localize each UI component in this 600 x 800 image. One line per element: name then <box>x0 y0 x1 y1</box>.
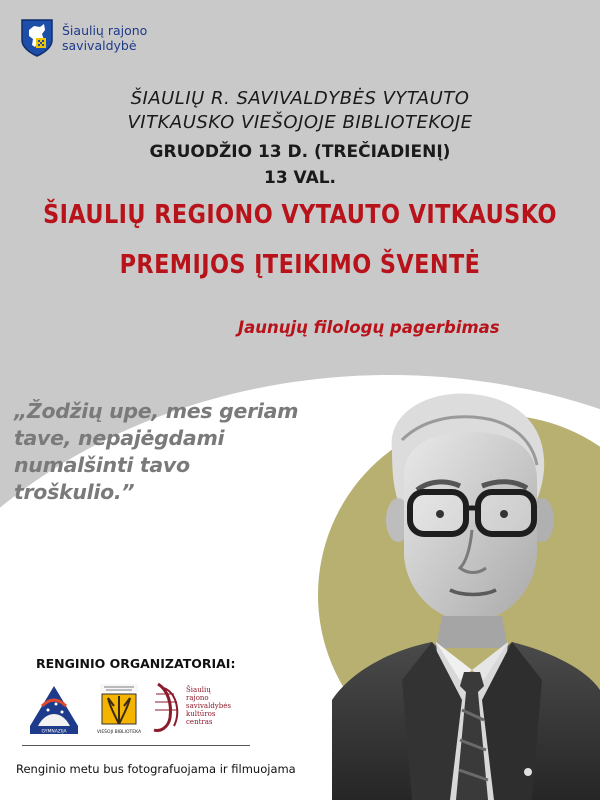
event-title-line-2: PREMIJOS ĮTEIKIMO ŠVENTĖ <box>119 250 481 280</box>
organizer-logos <box>28 680 268 738</box>
portrait-photo <box>332 380 600 800</box>
library-logo[interactable] <box>97 684 142 735</box>
quote-line-3: numalšinti tavo <box>14 453 190 477</box>
venue-line-2: VITKAUSKO VIEŠOJOJE BIBLIOTEKOJE <box>127 112 473 133</box>
event-time: 13 VAL. <box>263 168 337 188</box>
municipality-logo[interactable] <box>20 18 147 58</box>
culture-centre-logo[interactable] <box>154 684 231 731</box>
quote-line-1: „Žodžių upe, mes geriam <box>14 399 299 423</box>
logo-text <box>62 23 147 53</box>
library-logo-caption: VIEŠOJI BIBLIOTEKA <box>96 730 142 735</box>
quote-block <box>14 398 304 506</box>
logo-line-1: Šiaulių rajono <box>62 23 148 38</box>
event-subtitle: Jaunųjų filologų pagerbimas <box>238 318 500 337</box>
quote-line-2: tave, nepajėgdami <box>14 426 225 450</box>
culture-centre-logo-line-2: rajono <box>186 694 209 702</box>
event-date: GRUODŽIO 13 D. (TREČIADIENĮ) <box>149 142 451 162</box>
venue-line-1: ŠIAULIŲ R. SAVIVALDYBĖS VYTAUTO <box>130 88 470 109</box>
culture-centre-logo-line-3: savivaldybės <box>186 702 231 710</box>
event-title-line-1: ŠIAULIŲ REGIONO VYTAUTO VITKAUSKO <box>43 200 557 230</box>
gymnasium-logo-caption: GYMNAZIJA <box>41 729 67 735</box>
culture-centre-logo-line-1: Šiaulių <box>186 686 211 694</box>
gymnasium-logo[interactable] <box>30 686 78 735</box>
culture-centre-logo-line-4: kultūros <box>186 710 216 718</box>
culture-centre-logo-line-5: centras <box>186 718 213 726</box>
footer-note: Renginio metu bus fotografuojama ir filmuojama <box>16 762 296 776</box>
logo-line-2: savivaldybė <box>62 38 137 53</box>
organizers-title: RENGINIO ORGANIZATORIAI: <box>36 656 236 671</box>
coat-of-arms-icon <box>20 18 54 58</box>
quote-line-4: troškulio.” <box>14 480 135 504</box>
footer-divider <box>22 745 250 746</box>
